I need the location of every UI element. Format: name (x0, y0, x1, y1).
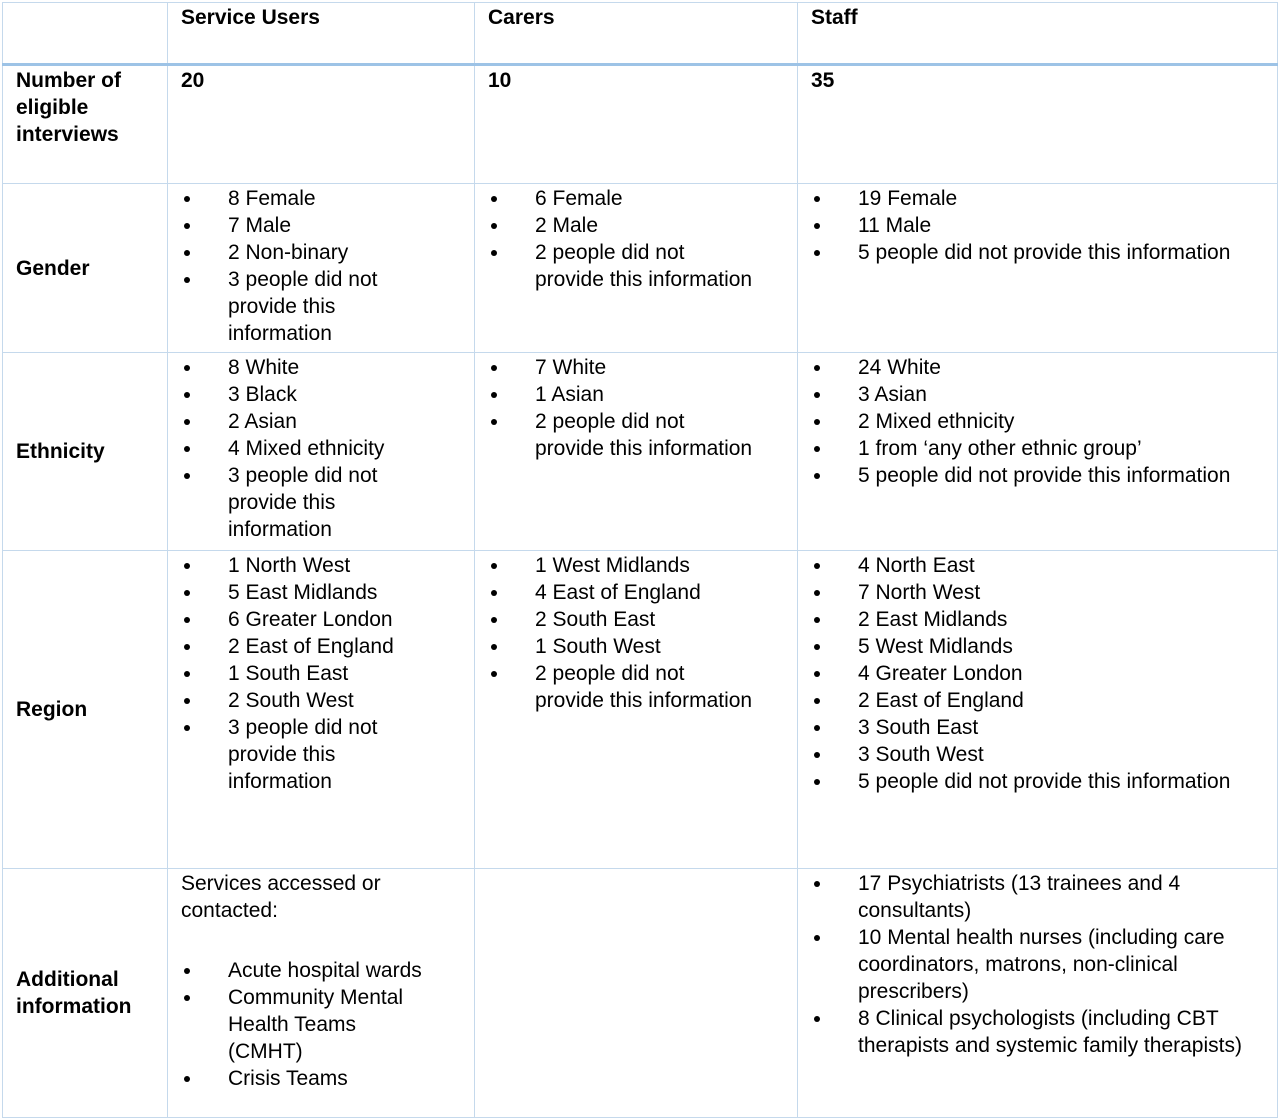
list-item-text: 1 South East (228, 662, 349, 685)
list-item-text: 4 Greater London (858, 662, 1023, 685)
list-item (168, 633, 474, 660)
list-item (168, 579, 474, 606)
list-item-text: 1 Asian (535, 383, 604, 406)
additional-carers (475, 869, 798, 1118)
additional-staff (798, 869, 1278, 1118)
list-item-text: 1 from ‘any other ethnic group’ (858, 437, 1142, 460)
gender-service-users (168, 184, 475, 353)
list-item-text: 5 West Midlands (858, 635, 1013, 658)
additional-service-users-list (168, 957, 474, 1092)
region-row (3, 551, 1278, 869)
list-item (798, 185, 1277, 212)
list-item-text: 19 Female (858, 187, 958, 210)
list-item-text: 3 Asian (858, 383, 927, 406)
list-item (798, 633, 1277, 660)
list-item (798, 552, 1277, 579)
list-item-text: Community Mental Health Teams (CMHT) (228, 986, 404, 1063)
region-service-users-list (168, 552, 474, 795)
region-carers (475, 551, 798, 869)
participants-table (2, 2, 1278, 1118)
list-item-text: 7 Male (228, 214, 292, 237)
list-item (798, 408, 1277, 435)
list-item-text: 2 Non-binary (228, 241, 349, 264)
list-item-text: 2 Asian (228, 410, 297, 433)
list-item-text: 2 Male (535, 214, 599, 237)
list-item (798, 870, 1277, 924)
list-item-text: 2 East of England (228, 635, 394, 658)
list-item (168, 212, 474, 239)
list-item (475, 381, 797, 408)
interviews-row (3, 65, 1278, 184)
list-item (168, 1065, 474, 1092)
list-item (168, 660, 474, 687)
region-staff-list (798, 552, 1277, 795)
interviews-staff: 35 (798, 65, 1278, 184)
ethnicity-staff-list (798, 354, 1277, 489)
ethnicity-carers-list (475, 354, 797, 462)
row-label-gender: Gender (3, 184, 168, 353)
list-item (168, 714, 474, 795)
list-item (475, 408, 797, 462)
header-staff: Staff (798, 3, 1278, 65)
services-intro: Services accessed or contacted: (181, 872, 381, 922)
region-staff (798, 551, 1278, 869)
list-item-text: 2 people did not provide this information (535, 662, 753, 712)
list-item (475, 579, 797, 606)
header-service-users: Service Users (168, 3, 475, 65)
ethnicity-service-users (168, 353, 475, 551)
row-label-additional: Additional information (3, 869, 168, 1118)
list-item-text: 8 White (228, 356, 300, 379)
list-item-text: 3 South East (858, 716, 979, 739)
list-item-text: 1 West Midlands (535, 554, 690, 577)
list-item (168, 462, 474, 543)
gender-row (3, 184, 1278, 353)
ethnicity-carers (475, 353, 798, 551)
list-item (798, 741, 1277, 768)
list-item (798, 714, 1277, 741)
list-item-text: 2 people did not provide this information (535, 410, 753, 460)
ethnicity-service-users-list (168, 354, 474, 543)
list-item-text: 3 South West (858, 743, 984, 766)
list-item-text: Crisis Teams (228, 1067, 348, 1090)
row-label-interviews: Number of eligible interviews (3, 65, 168, 184)
ethnicity-row (3, 353, 1278, 551)
header-row (3, 3, 1278, 65)
list-item (168, 266, 474, 347)
list-item-text: 2 Mixed ethnicity (858, 410, 1015, 433)
list-item-text: 2 East of England (858, 689, 1024, 712)
list-item-text: 24 White (858, 356, 941, 379)
list-item-text: 2 East Midlands (858, 608, 1008, 631)
list-item-text: 11 Male (858, 214, 932, 237)
list-item-text: 6 Greater London (228, 608, 393, 631)
header-cell-empty (3, 3, 168, 65)
list-item-text: 5 East Midlands (228, 581, 378, 604)
additional-staff-list (798, 870, 1277, 1059)
list-item (798, 924, 1277, 1005)
list-item-text: 8 Female (228, 187, 316, 210)
list-item-text: 7 North West (858, 581, 981, 604)
list-item (168, 552, 474, 579)
list-item-text: 3 people did not provide this information (228, 464, 378, 541)
interviews-service-users: 20 (168, 65, 475, 184)
list-item (798, 579, 1277, 606)
list-item (475, 552, 797, 579)
list-item (798, 212, 1277, 239)
list-item-text: 2 South East (535, 608, 656, 631)
list-item-text: 2 South West (228, 689, 354, 712)
list-item (168, 381, 474, 408)
additional-row (3, 869, 1278, 1118)
row-label-ethnicity: Ethnicity (3, 353, 168, 551)
list-item-text: 3 people did not provide this information (228, 268, 378, 345)
additional-service-users (168, 869, 475, 1118)
list-item (475, 660, 797, 714)
list-item (475, 212, 797, 239)
list-item (168, 606, 474, 633)
list-item-text: 3 people did not provide this information (228, 716, 378, 793)
list-item (168, 687, 474, 714)
list-item-text: Acute hospital wards (228, 959, 422, 982)
list-item (798, 462, 1277, 489)
list-item-text: 4 Mixed ethnicity (228, 437, 385, 460)
list-item-text: 8 Clinical psychologists (including CBT therapists and systemic family therapists) (858, 1007, 1242, 1057)
region-carers-list (475, 552, 797, 714)
list-item (168, 984, 474, 1065)
list-item-text: 1 North West (228, 554, 351, 577)
gender-service-users-list (168, 185, 474, 347)
list-item-text: 2 people did not provide this information (535, 241, 753, 291)
list-item-text: 3 Black (228, 383, 297, 406)
list-item-text: 17 Psychiatrists (13 trainees and 4 consultants) (858, 872, 1181, 922)
list-item (798, 687, 1277, 714)
row-label-region: Region (3, 551, 168, 869)
list-item (475, 633, 797, 660)
list-item (475, 239, 797, 293)
list-item (168, 408, 474, 435)
list-item (168, 239, 474, 266)
list-item (168, 354, 474, 381)
list-item (798, 354, 1277, 381)
list-item (798, 239, 1277, 266)
list-item-text: 4 North East (858, 554, 975, 577)
list-item-text: 4 East of England (535, 581, 701, 604)
list-item (798, 1005, 1277, 1059)
gender-carers-list (475, 185, 797, 293)
list-item-text: 5 people did not provide this information (858, 770, 1231, 793)
list-item-text: 5 people did not provide this information (858, 464, 1231, 487)
list-item (475, 354, 797, 381)
list-item (798, 768, 1277, 795)
list-item (168, 957, 474, 984)
list-item-text: 5 people did not provide this information (858, 241, 1231, 264)
list-item (798, 435, 1277, 462)
gender-staff (798, 184, 1278, 353)
list-item-text: 6 Female (535, 187, 623, 210)
header-carers: Carers (475, 3, 798, 65)
list-item (798, 660, 1277, 687)
list-item-text: 1 South West (535, 635, 661, 658)
list-item (168, 185, 474, 212)
list-item-text: 7 White (535, 356, 607, 379)
region-service-users (168, 551, 475, 869)
list-item (168, 435, 474, 462)
list-item (475, 185, 797, 212)
ethnicity-staff (798, 353, 1278, 551)
list-item (798, 606, 1277, 633)
gender-carers (475, 184, 798, 353)
interviews-carers: 10 (475, 65, 798, 184)
list-item (798, 381, 1277, 408)
list-item (475, 606, 797, 633)
list-item-text: 10 Mental health nurses (including care coordinators, matrons, non-clinical prescribers) (858, 926, 1225, 1003)
gender-staff-list (798, 185, 1277, 266)
